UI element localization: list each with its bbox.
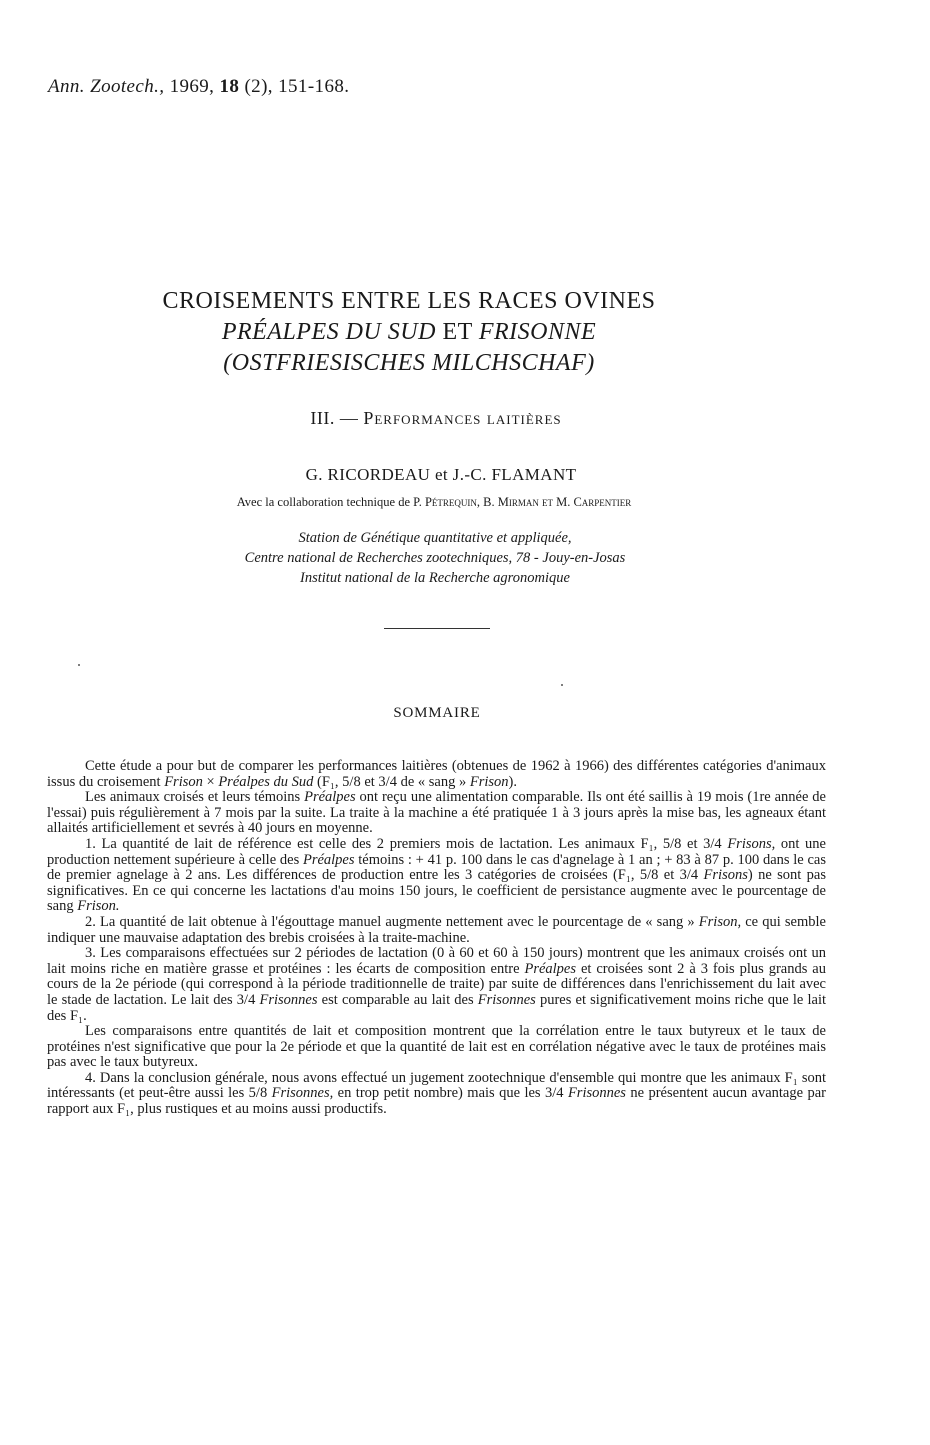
- text-run: Cette étude a pour but de comparer les performances laitières (obtenues de 1962 à 1966) des différentes catégories d'animaux issus du croisement: [47, 758, 826, 790]
- text-run-italic: Frison: [469, 773, 509, 790]
- affiliation-line-1: Station de Génétique quantitative et appliquée,: [298, 530, 572, 546]
- summary-paragraph-2: [47, 790, 826, 837]
- text-run: 2. La quantité de lait obtenue à l'égouttage manuel augmente nettement avec le pourcentage de « sang »: [85, 913, 699, 930]
- text-run: est comparable au lait des: [317, 991, 478, 1008]
- collaboration-prefix: Avec la collaboration technique de: [236, 495, 410, 509]
- title-breed-2: FRISONNE: [478, 319, 597, 345]
- part-heading: [0, 408, 872, 429]
- summary-paragraph-4: [47, 915, 826, 946]
- scan-speck: [78, 664, 80, 666]
- text-run: ne présentent aucun avantage par rapport aux F₁, plus rustiques et au moins aussi productifs.: [47, 1085, 826, 1118]
- text-run-italic: Préalpes: [304, 789, 356, 806]
- affiliation-line-3: Institut national de la Recherche agronomique: [300, 570, 570, 586]
- text-run-italic: Préalpes: [524, 960, 577, 977]
- text-run: ×: [202, 773, 219, 790]
- text-run-italic: Frisonnes: [567, 1085, 626, 1102]
- journal-issue: (2),: [244, 76, 273, 97]
- summary-paragraph-3: [47, 837, 826, 915]
- summary-paragraph-5: [47, 946, 826, 1024]
- title-line-2: [0, 317, 818, 348]
- text-run-italic: Frison.: [77, 898, 120, 915]
- text-run-italic: Frisons,: [727, 835, 776, 852]
- title-breed-1: PRÉALPES DU SUD: [221, 319, 436, 345]
- summary-paragraph-6: [47, 1024, 826, 1071]
- journal-pages: 151-168.: [278, 76, 350, 97]
- scan-speck: [561, 684, 563, 686]
- summary-heading: SOMMAIRE: [393, 705, 481, 721]
- affiliation-line-2: Centre national de Recherches zootechniques, 78 - Jouy-en-Josas: [244, 550, 626, 566]
- text-run: 1. La quantité de lait de référence est celle des 2 premiers mois de lactation. Les animaux F₁, 5/8 et 3/4: [85, 835, 728, 852]
- text-run: ) ne sont pas significatives. En ce qui concerne les lactations d'au moins 150 jours, le coefficient de persistance augmente avec le pourcentage de sang: [47, 867, 827, 915]
- journal-name: Ann. Zootech.,: [48, 76, 165, 97]
- text-run: Les comparaisons entre quantités de lait et composition montrent que la corrélation entre le taux butyreux et le taux de protéines n'est significative que pour la 2e période et que la quantité de lait est en corrélation négative avec le taux de protéines mais pas avec le taux butyreux.: [47, 1023, 826, 1071]
- text-run-italic: Frison,: [698, 913, 742, 930]
- text-run: pures et significativement moins riche que le lait des F₁.: [47, 991, 826, 1024]
- text-run: 4. Dans la conclusion générale, nous avons effectué un jugement zootechnique d'ensemble qui montre que les animaux F₁ sont intéressants (et peut-être aussi les 5/8: [47, 1069, 826, 1102]
- journal-year: 1969,: [169, 76, 215, 97]
- authors: G. RICORDEAU et J.-C. FLAMANT: [305, 465, 577, 484]
- text-run: (F₁, 5/8 et 3/4 de « sang »: [313, 773, 470, 790]
- text-run: témoins : + 41 p. 100 dans le cas d'agnelage à 1 an ; + 83 à 87 p. 100 dans le cas de premier agnelage à 2 ans. Les différences de production entre les 3 catégories de croisées (F₁, 5/8 et 3/4: [47, 851, 826, 884]
- article-title: [0, 286, 818, 379]
- title-line-3: (OSTFRIESISCHES MILCHSCHAF): [223, 350, 595, 376]
- text-run: Les animaux croisés et leurs témoins: [85, 789, 305, 806]
- journal-volume: 18: [219, 76, 240, 97]
- text-run-italic: Frisonnes: [259, 991, 318, 1008]
- summary-paragraph-7: [47, 1071, 826, 1118]
- text-run-italic: Frisons: [703, 867, 748, 884]
- part-number: III. —: [310, 408, 359, 428]
- title-line-1: CROISEMENTS ENTRE LES RACES OVINES: [162, 288, 656, 314]
- journal-citation: [48, 76, 349, 98]
- text-run: 3. Les comparaisons effectuées sur 2 périodes de lactation (0 à 60 et 60 à 150 jours) montrent que les animaux croisés ont un lait moins riche en matière grasse et protéines : les écarts de composition entre: [47, 945, 826, 977]
- text-run-italic: Frison: [164, 773, 203, 790]
- affiliation: [0, 528, 870, 588]
- title-conjunction: ET: [442, 319, 473, 345]
- collaboration-line: [0, 495, 868, 510]
- text-run-italic: Préalpes du Sud: [218, 773, 314, 790]
- text-run: ce qui semble indiquer une mauvaise adaptation des brebis croisées à la traite-machine.: [47, 913, 826, 946]
- text-run: ).: [508, 773, 517, 790]
- text-run-italic: Frisonnes,: [271, 1085, 334, 1102]
- text-run: ont une production nettement supérieure à celle des: [47, 835, 826, 868]
- part-label: Performances laitières: [363, 408, 562, 428]
- text-run-italic: Frisonnes: [477, 991, 536, 1008]
- text-run: ont reçu une alimentation comparable. Ils ont été saillis à 19 mois (1re année de l'essai) puis régulièrement à 7 mois par la suite. La traite à la machine a été pratiquée 1 à 3 jours après la mise bas, les agneaux étant allaités artificiellement et sevrés à 40 jours en moyenne.: [47, 789, 826, 837]
- summary-body: [47, 759, 826, 1118]
- section-divider: [384, 628, 490, 629]
- text-run: et croisées sont 2 à 3 fois plus grands au cours de la 2e période (qui correspond à la période traditionnelle de traite) par suite de différences dans l'enrichissement du lait avec le stade de lactation. Le lait des 3/4: [47, 960, 826, 1008]
- text-run-italic: Préalpes: [302, 851, 355, 868]
- summary-paragraph-1: [47, 759, 826, 790]
- text-run: en trop petit nombre) mais que les 3/4: [333, 1085, 568, 1102]
- collaboration-names: P. Pétrequin, B. Mirman et M. Carpentier: [413, 495, 632, 509]
